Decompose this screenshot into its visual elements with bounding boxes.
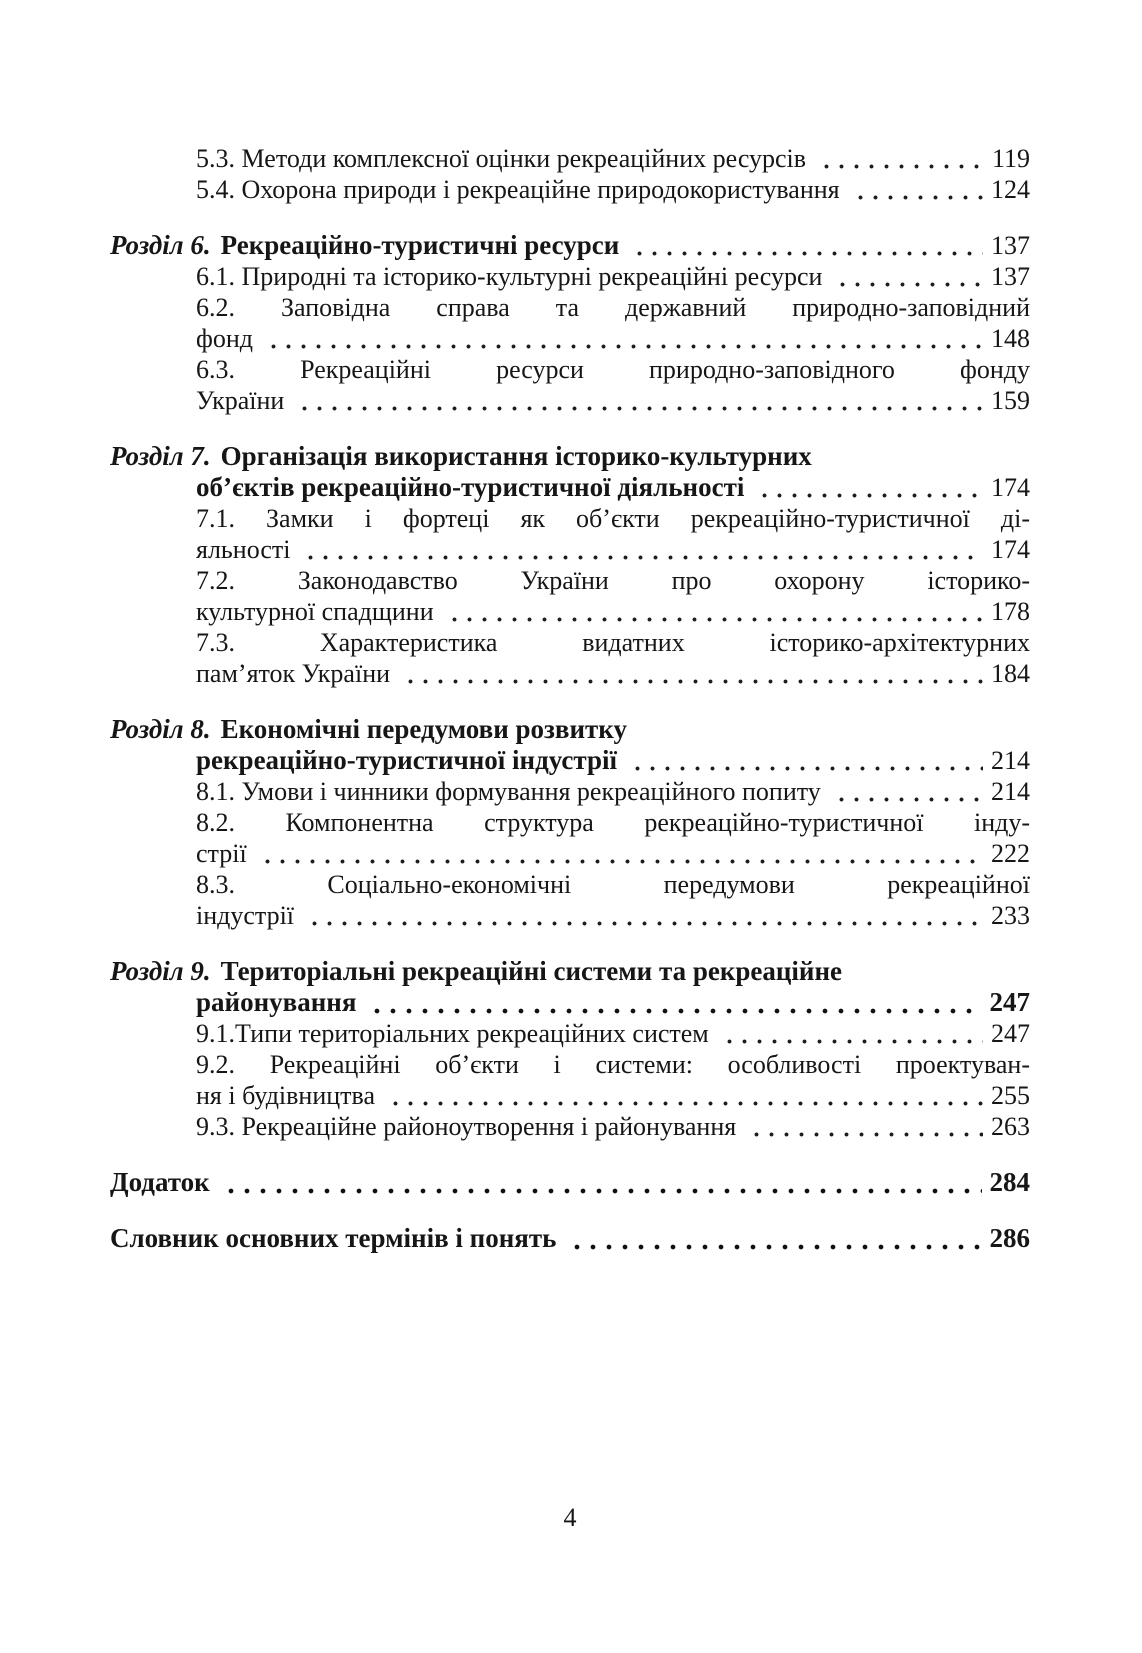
dot-leader: [849, 174, 983, 205]
chapter-title-continued: об’єктів рекреаційно-туристичної діяльності: [196, 472, 745, 502]
chapter-title: Рекреаційно-туристичні ресурси: [220, 230, 620, 260]
dot-leader: [219, 1167, 982, 1198]
entry-line2: [110, 596, 1030, 627]
entry-label: фонд: [196, 324, 253, 353]
chapter-title: Організація використання історико-культурних: [220, 441, 812, 471]
toc-chapter-9-line1: [110, 956, 1030, 987]
entry-line2: [110, 838, 1030, 869]
entry-label: Додаток: [110, 1167, 210, 1197]
toc-entry-8-1: [110, 776, 1030, 807]
entry-label: пам’яток України: [196, 659, 391, 688]
entry-label: 9.3. Рекреаційне районоутворення і районування: [196, 1112, 737, 1141]
page-number: 184: [991, 659, 1030, 688]
chapter-title: Економічні передумови розвитку: [220, 714, 627, 744]
entry-line2: [110, 1080, 1030, 1111]
page-number: 178: [991, 597, 1030, 626]
page-number: 233: [991, 901, 1030, 930]
dot-leader: [565, 1223, 981, 1254]
page-number: 284: [989, 1167, 1030, 1197]
entry-line1: 9.2. Рекреаційні об’єкти і системи: особливості проектуван-: [196, 1050, 1030, 1079]
entry-line1: 6.3. Рекреаційні ресурси природно-заповідного фонду: [196, 355, 1030, 384]
toc-entry-5-4: [110, 174, 1030, 205]
toc-chapter-6: [110, 230, 1030, 261]
page-number: 247: [989, 987, 1030, 1017]
dot-leader: [384, 1080, 983, 1111]
page-number: 119: [991, 144, 1030, 173]
section-ch6: [110, 230, 1030, 416]
page-number: 174: [991, 473, 1030, 502]
entry-label: яльності: [196, 535, 291, 564]
dot-leader: [815, 143, 984, 174]
entry-label: Словник основних термінів і понять: [110, 1223, 557, 1253]
dot-leader: [753, 472, 983, 503]
dot-leader: [299, 534, 983, 565]
chapter-prefix: Розділ 8.: [110, 714, 211, 744]
entry-line1: 7.2. Законодавство України про охорону історико-: [196, 566, 1030, 595]
entry-label: 6.1. Природні та історико-культурні рекреаційні ресурси: [196, 262, 823, 291]
entry-line2: [110, 658, 1030, 689]
entry-line2: [110, 534, 1030, 565]
toc-entry-8-2: [110, 807, 1030, 869]
dot-leader: [399, 658, 983, 689]
chapter-title-continued: рекреаційно-туристичної індустрії: [196, 745, 618, 775]
entry-line1: 6.2. Заповідна справа та державний природно-заповідний: [196, 293, 1030, 322]
page-number: 137: [991, 231, 1030, 260]
page-number: 174: [991, 535, 1030, 564]
toc-entry-glossary: [110, 1223, 1030, 1254]
toc-entry-7-1: [110, 503, 1030, 565]
entry-label: 8.1. Умови і чинники формування рекреаційного попиту: [196, 777, 821, 806]
page-number: 137: [991, 262, 1030, 291]
dot-leader: [256, 838, 983, 869]
section-ch9: [110, 956, 1030, 1142]
page-number: 159: [991, 386, 1030, 415]
page-number: 214: [991, 746, 1030, 775]
toc-entry-6-3: [110, 354, 1030, 416]
page-number: 214: [991, 777, 1030, 806]
chapter-prefix: Розділ 7.: [110, 441, 211, 471]
toc-chapter-8-line2: [110, 745, 1030, 776]
toc-entry-6-1: [110, 261, 1030, 292]
page-number: 247: [991, 1019, 1030, 1048]
entry-label: 5.3. Методи комплексної оцінки рекреаційних ресурсів: [196, 144, 807, 173]
section-glossary: [110, 1223, 1030, 1254]
toc-entry-9-3: [110, 1111, 1030, 1142]
entry-line1: 8.3. Соціально-економічні передумови рекреаційної: [196, 870, 1030, 899]
toc-entry-8-3: [110, 869, 1030, 931]
toc-entry-7-3: [110, 627, 1030, 689]
dot-leader: [745, 1111, 983, 1142]
section-ch8: [110, 714, 1030, 931]
chapter-prefix: Розділ 6.: [110, 230, 211, 260]
dot-leader: [262, 323, 983, 354]
entry-label: 5.4. Охорона природи і рекреаційне природокористування: [196, 175, 840, 204]
toc-chapter-7-line2: [110, 472, 1030, 503]
toc-chapter-9-line2: [110, 987, 1030, 1018]
page-number: 255: [991, 1081, 1030, 1110]
folio-page-number: 4: [563, 1503, 577, 1532]
entry-label: 9.1.Типи територіальних рекреаційних систем: [196, 1019, 709, 1048]
entry-line2: [110, 323, 1030, 354]
section-ch7: [110, 441, 1030, 689]
page-number: 263: [991, 1112, 1030, 1141]
dot-leader: [293, 385, 983, 416]
dot-leader: [628, 230, 983, 261]
entry-label: культурної спадщини: [196, 597, 434, 626]
dot-leader: [718, 1018, 983, 1049]
entry-line2: [110, 900, 1030, 931]
toc-entry-7-2: [110, 565, 1030, 627]
chapter-title: Територіальні рекреаційні системи та рекреаційне: [220, 956, 843, 986]
toc-entry-5-3: [110, 143, 1030, 174]
dot-leader: [303, 900, 983, 931]
section-annex: [110, 1167, 1030, 1198]
entry-line1: 8.2. Компонентна структура рекреаційно-туристичної інду-: [196, 808, 1030, 837]
dot-leader: [365, 987, 981, 1018]
page-number: 124: [991, 175, 1030, 204]
entry-line1: 7.1. Замки і фортеці як об’єкти рекреаційно-туристичної ді-: [196, 504, 1030, 533]
toc-entry-9-2: [110, 1049, 1030, 1111]
page-number: 286: [989, 1223, 1030, 1253]
entry-line2: [110, 385, 1030, 416]
dot-leader: [626, 745, 983, 776]
chapter-prefix: Розділ 9.: [110, 956, 211, 986]
chapter-title-continued: районування: [196, 987, 357, 1017]
dot-leader: [830, 776, 983, 807]
page-number: 148: [991, 324, 1030, 353]
toc-entry-9-1: [110, 1018, 1030, 1049]
page-number: 222: [991, 839, 1030, 868]
entry-label: ня і будівництва: [196, 1081, 376, 1110]
entry-label: України: [196, 386, 285, 415]
toc-chapter-7-line1: [110, 441, 1030, 472]
toc-entry-annex: [110, 1167, 1030, 1198]
entry-label: стрії: [196, 839, 247, 868]
entry-line1: 7.3. Характеристика видатних історико-архітектурних: [196, 628, 1030, 657]
dot-leader: [831, 261, 983, 292]
toc-entry-6-2: [110, 292, 1030, 354]
dot-leader: [443, 596, 983, 627]
entry-label: індустрії: [196, 901, 295, 930]
toc-chapter-8-line1: [110, 714, 1030, 745]
section-ch5-tail: [110, 143, 1030, 205]
